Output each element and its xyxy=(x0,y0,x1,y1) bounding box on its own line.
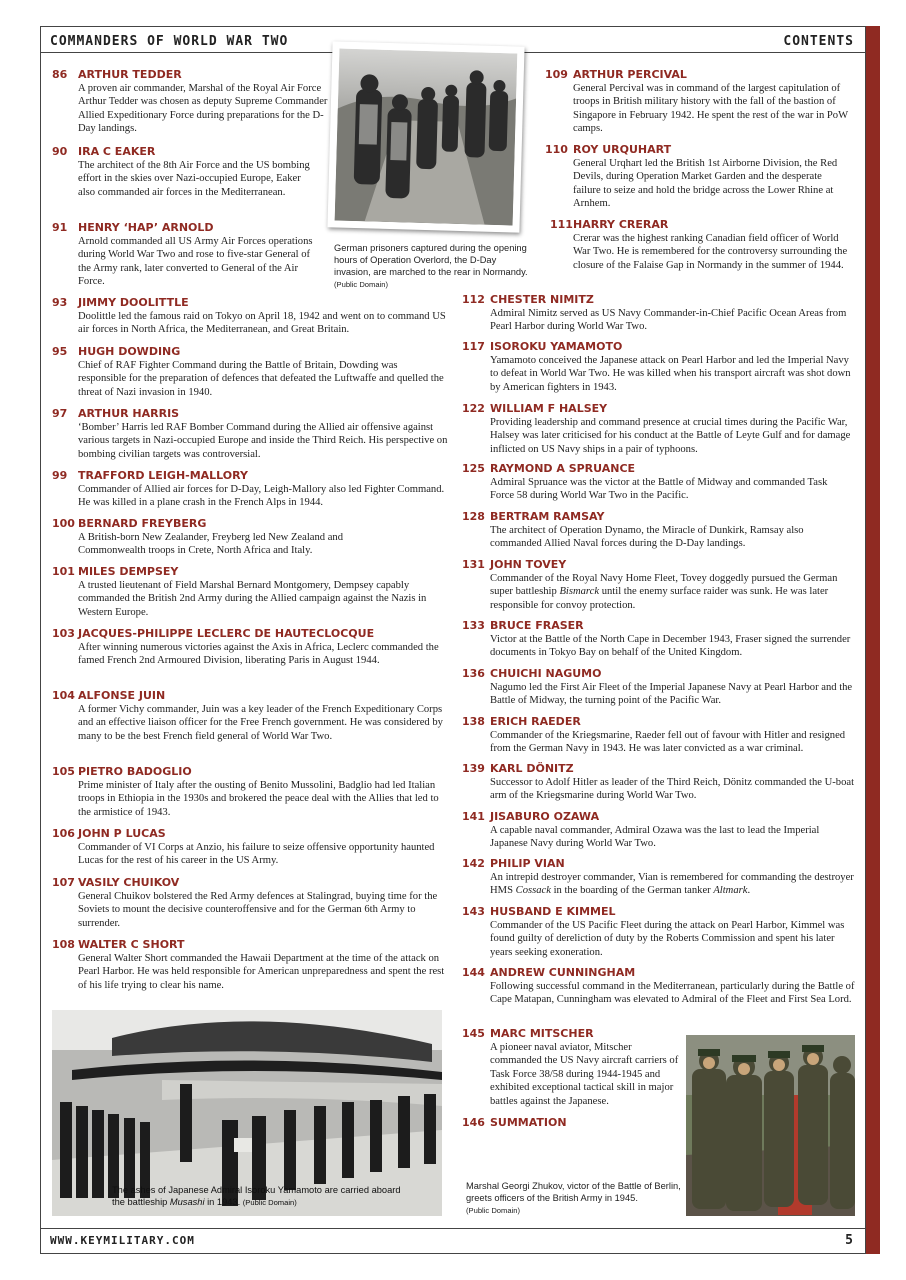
entry-description: A proven air commander, Marshal of the Royal Air Force Arthur Tedder was chosen as deputy Supreme Commander Allied Expeditionary Force during preparations for the D-Day landings. xyxy=(78,83,328,135)
entry-description: Commander of the Kriegsmarine, Raeder fell out of favour with Hitler and resigned from the German Navy in 1943. He was later convicted as a war criminal. xyxy=(490,730,846,755)
entry-page-number: 142 xyxy=(462,857,485,870)
entry-description: ‘Bomber’ Harris led RAF Bomber Command during the Allied air offensive against various targets in Nazi-occupied Europe and inside the Third Reich. His perspective on bombing civilian targets was controversial. xyxy=(78,422,448,460)
entry-name: KARL DÖNITZ xyxy=(490,762,574,775)
prisoners-photo xyxy=(327,41,524,232)
entry-description: Crerar was the highest ranking Canadian field officer of World War Two. He is remembered for the controversy surrounding the closure of the Falaise Gap in Normandy in the summer of 1944. xyxy=(573,233,848,271)
zhukov-photo-image xyxy=(686,1035,855,1216)
entry-description: The architect of the 8th Air Force and the US bombing effort in the skies over Nazi-occupied Europe, Eaker also commanded air forces in the Mediterranean. xyxy=(78,160,310,198)
entry-name: ROY URQUHART xyxy=(573,143,672,156)
entry-description: General Chuikov bolstered the Red Army defences at Stalingrad, buying time for the Soviets to mount the decisive counteroffensive and for the German 6th Army to surrender. xyxy=(78,891,438,929)
entry-name: JOHN P LUCAS xyxy=(78,827,166,840)
prisoners-caption: German prisoners captured during the opening hours of Operation Overlord, the D-Day invasion, are marched to the rear in Normandy. (Public Domain) xyxy=(334,243,528,289)
entry-page-number: 109 xyxy=(545,68,568,81)
entry-description: After winning numerous victories against the Axis in Africa, Leclerc commanded the famed French 2nd Armoured Division, liberating Paris in August 1944. xyxy=(78,642,439,667)
footer-rule xyxy=(40,1228,866,1229)
entry-name: BRUCE FRASER xyxy=(490,619,584,632)
entry-name: ANDREW CUNNINGHAM xyxy=(490,966,636,979)
entry-name: JACQUES-PHILIPPE LECLERC DE HAUTECLOCQUE xyxy=(78,627,375,640)
entry-page-number: 136 xyxy=(462,667,485,680)
entry-name: HUSBAND E KIMMEL xyxy=(490,905,616,918)
entry-description: Admiral Nimitz served as US Navy Commander-in-Chief Pacific Ocean Areas from Pearl Harbor during World War Two. xyxy=(490,308,847,333)
entry-description: Victor at the Battle of the North Cape in December 1943, Fraser signed the surrender documents in Tokyo Bay on behalf of the United Kingdom. xyxy=(490,634,851,659)
entry-name: RAYMOND A SPRUANCE xyxy=(490,462,636,475)
entry-description: A capable naval commander, Admiral Ozawa was the last to lead the Imperial Japanese Navy during World War Two. xyxy=(490,825,820,850)
entry-description: Admiral Spruance was the victor at the Battle of Midway and commanded Task Force 58 during World War Two in the Pacific. xyxy=(490,477,828,502)
entry-page-number: 111 xyxy=(550,218,573,231)
entry-page-number: 93 xyxy=(52,296,68,309)
entry-page-number: 105 xyxy=(52,765,75,778)
entry-name: BERTRAM RAMSAY xyxy=(490,510,605,523)
entry-description: Chief of RAF Fighter Command during the Battle of Britain, Dowding was responsible for the preparation of defences that defeated the Luftwaffe and quelled the threat of Nazi invasion in 1940. xyxy=(78,360,444,398)
entry-name: ARTHUR PERCIVAL xyxy=(573,68,687,81)
entry-name: WILLIAM F HALSEY xyxy=(490,402,608,415)
entry-page-number: 131 xyxy=(462,558,485,571)
entry-name: MILES DEMPSEY xyxy=(78,565,179,578)
entry-page-number: 128 xyxy=(462,510,485,523)
entry-description: A former Vichy commander, Juin was a key leader of the French Expeditionary Corps and an effective liaison officer for the Free French government. He was considered by many to be the best French field general of World War Two. xyxy=(78,704,443,742)
entry-page-number: 141 xyxy=(462,810,485,823)
entry-name: ARTHUR TEDDER xyxy=(78,68,182,81)
footer-page-number: 5 xyxy=(845,1233,854,1248)
entry-description: The architect of Operation Dynamo, the Miracle of Dunkirk, Ramsay also commanded Allied Naval forces during the D-Day landings. xyxy=(490,525,804,550)
entry-page-number: 110 xyxy=(545,143,568,156)
entry-name: IRA C EAKER xyxy=(78,145,156,158)
entry-name: PIETRO BADOGLIO xyxy=(78,765,192,778)
entry-description: Commander of the US Pacific Fleet during the attack on Pearl Harbor, Kimmel was found guilty of dereliction of duty by the Roberts Commission and spent his later years seeking exoneration. xyxy=(490,920,845,958)
entry-name: HUGH DOWDING xyxy=(78,345,181,358)
entry-name: WALTER C SHORT xyxy=(78,938,185,951)
entry-page-number: 99 xyxy=(52,469,68,482)
entry-page-number: 139 xyxy=(462,762,485,775)
entry-name: CHESTER NIMITZ xyxy=(490,293,594,306)
entry-description: Commander of the Royal Navy Home Fleet, Tovey doggedly pursued the German super battleship Bismarck until the enemy surface raider was sunk. He was later responsible for convoy protection. xyxy=(490,573,838,611)
header-title: COMMANDERS OF WORLD WAR TWO xyxy=(50,34,289,49)
entry-page-number: 86 xyxy=(52,68,68,81)
entry-name: VASILY CHUIKOV xyxy=(78,876,180,889)
entry-description: Arnold commanded all US Army Air Forces operations during World War Two and rose to five-star General of the Army rank, later converted to General of the Air Force. xyxy=(78,236,313,288)
entry-description: Following successful command in the Mediterranean, particularly during the Battle of Cape Matapan, Cunningham was elevated to Admiral of the Fleet and First Sea Lord. xyxy=(490,981,855,1006)
entry-name: ISOROKU YAMAMOTO xyxy=(490,340,623,353)
entry-description: Successor to Adolf Hitler as leader of the Third Reich, Dönitz commanded the U-boat arm of the Kriegsmarine during World War Two. xyxy=(490,777,855,802)
entry-page-number: 101 xyxy=(52,565,75,578)
entry-name: MARC MITSCHER xyxy=(490,1027,594,1040)
entry-description: Doolittle led the famous raid on Tokyo on April 18, 1942 and went on to command US air forces in North Africa, the Mediterranean, and Great Britain. xyxy=(78,311,446,336)
entry-description: Yamamoto conceived the Japanese attack on Pearl Harbor and led the Imperial Navy to defeat in World War Two. He was killed when his transport aircraft was shot down by American fighters in 1943. xyxy=(490,355,851,393)
entry-page-number: 91 xyxy=(52,221,68,234)
entry-name: ERICH RAEDER xyxy=(490,715,581,728)
entry-description: Commander of Allied air forces for D-Day, Leigh-Mallory also led Fighter Command. He was killed in a plane crash in the French Alps in 1944. xyxy=(78,484,445,509)
entry-page-number: 146 xyxy=(462,1116,485,1129)
toc-entry[interactable] xyxy=(52,145,332,227)
entry-page-number: 125 xyxy=(462,462,485,475)
entry-page-number: 90 xyxy=(52,145,68,158)
entry-page-number: 145 xyxy=(462,1027,485,1040)
zhukov-photo xyxy=(686,1035,855,1216)
entry-description: Prime minister of Italy after the ousting of Benito Mussolini, Badglio had led Italian troops in Ethiopia in the 1930s and brokered the peace deal with the Allies that led to the armistice of 1943. xyxy=(78,780,439,818)
entry-page-number: 97 xyxy=(52,407,68,420)
yamamoto-photo xyxy=(52,1010,442,1216)
zhukov-caption: Marshal Georgi Zhukov, victor of the Battle of Berlin, greets officers of the British Army in 1945. (Public Domain) xyxy=(466,1181,681,1215)
entry-page-number: 133 xyxy=(462,619,485,632)
entry-name: ARTHUR HARRIS xyxy=(78,407,180,420)
entry-description: A British-born New Zealander, Freyberg led New Zealand and Commonwealth troops in Crete, North Africa and Italy. xyxy=(78,532,344,557)
entry-name: JIMMY DOOLITTLE xyxy=(78,296,189,309)
entry-name: HENRY ‘HAP’ ARNOLD xyxy=(78,221,214,234)
entry-page-number: 103 xyxy=(52,627,75,640)
entry-description: General Urqhart led the British 1st Airborne Division, the Red Devils, during Operation Market Garden and the desperate failure to seize and hold the bridge across the Lower Rhine at Arnhem. xyxy=(573,158,838,210)
entry-page-number: 112 xyxy=(462,293,485,306)
entry-name: PHILIP VIAN xyxy=(490,857,565,870)
entry-description: An intrepid destroyer commander, Vian is remembered for commanding the destroyer HMS Cossack in the boarding of the German tanker Altmark. xyxy=(490,872,854,897)
entry-description: Commander of VI Corps at Anzio, his failure to seize offensive opportunity haunted Lucas for the rest of his career in the US Army. xyxy=(78,842,435,867)
entry-page-number: 104 xyxy=(52,689,75,702)
edge-accent-bar xyxy=(866,26,880,1254)
entry-name: BERNARD FREYBERG xyxy=(78,517,207,530)
entry-page-number: 144 xyxy=(462,966,485,979)
yamamoto-caption: The ashes of Japanese Admiral Isoroku Yamamoto are carried aboard the battleship Musashi in 1943. (Public Domain) xyxy=(112,1185,401,1207)
entry-page-number: 107 xyxy=(52,876,75,889)
entry-name: JISABURO OZAWA xyxy=(490,810,600,823)
entry-page-number: 138 xyxy=(462,715,485,728)
entry-name: ALFONSE JUIN xyxy=(78,689,166,702)
entry-description: Providing leadership and command presence at crucial times during the Pacific War, Halsey was later criticised for his conduct at the Battle of Leyte Gulf and for damage inflicted on US Navy ships in a pair of typhoons. xyxy=(490,417,851,455)
entry-description: General Walter Short commanded the Hawaii Department at the time of the attack on Pearl Harbor. He was held responsible for American unpreparedness and spent the rest of his life trying to clear his name. xyxy=(78,953,445,991)
entry-page-number: 122 xyxy=(462,402,485,415)
footer-url[interactable]: WWW.KEYMILITARY.COM xyxy=(50,1234,195,1247)
entry-page-number: 143 xyxy=(462,905,485,918)
entry-page-number: 108 xyxy=(52,938,75,951)
entry-page-number: 117 xyxy=(462,340,485,353)
prisoners-photo-image xyxy=(335,49,518,226)
entry-name: JOHN TOVEY xyxy=(490,558,567,571)
entry-page-number: 106 xyxy=(52,827,75,840)
entry-page-number: 100 xyxy=(52,517,75,530)
entry-description: A trusted lieutenant of Field Marshal Bernard Montgomery, Dempsey capably commanded the British 2nd Army during the Allied campaign against the Nazis in Western Europe. xyxy=(78,580,427,618)
entry-name: SUMMATION xyxy=(490,1116,567,1129)
toc-entry[interactable] xyxy=(52,221,332,303)
entry-description: A pioneer naval aviator, Mitscher commanded the US Navy aircraft carriers of Task Force 38/58 during 1944-1945 and exhibited exceptional tactical skill in major battles against the Japanese. xyxy=(490,1042,679,1107)
entry-name: TRAFFORD LEIGH-MALLORY xyxy=(78,469,248,482)
toc-entry[interactable] xyxy=(52,68,332,150)
entry-name: HARRY CRERAR xyxy=(573,218,669,231)
header-section: CONTENTS xyxy=(783,34,854,49)
entry-description: Nagumo led the First Air Fleet of the Imperial Japanese Navy at Pearl Harbor and the Battle of Midway, the turning point of the Pacific War. xyxy=(490,682,853,707)
entry-description: General Percival was in command of the largest capitulation of troops in British military history with the fall of the bastion of Singapore in February 1942. He spent the rest of the war in PoW camps. xyxy=(573,83,848,135)
entry-name: CHUICHI NAGUMO xyxy=(490,667,602,680)
entry-page-number: 95 xyxy=(52,345,68,358)
